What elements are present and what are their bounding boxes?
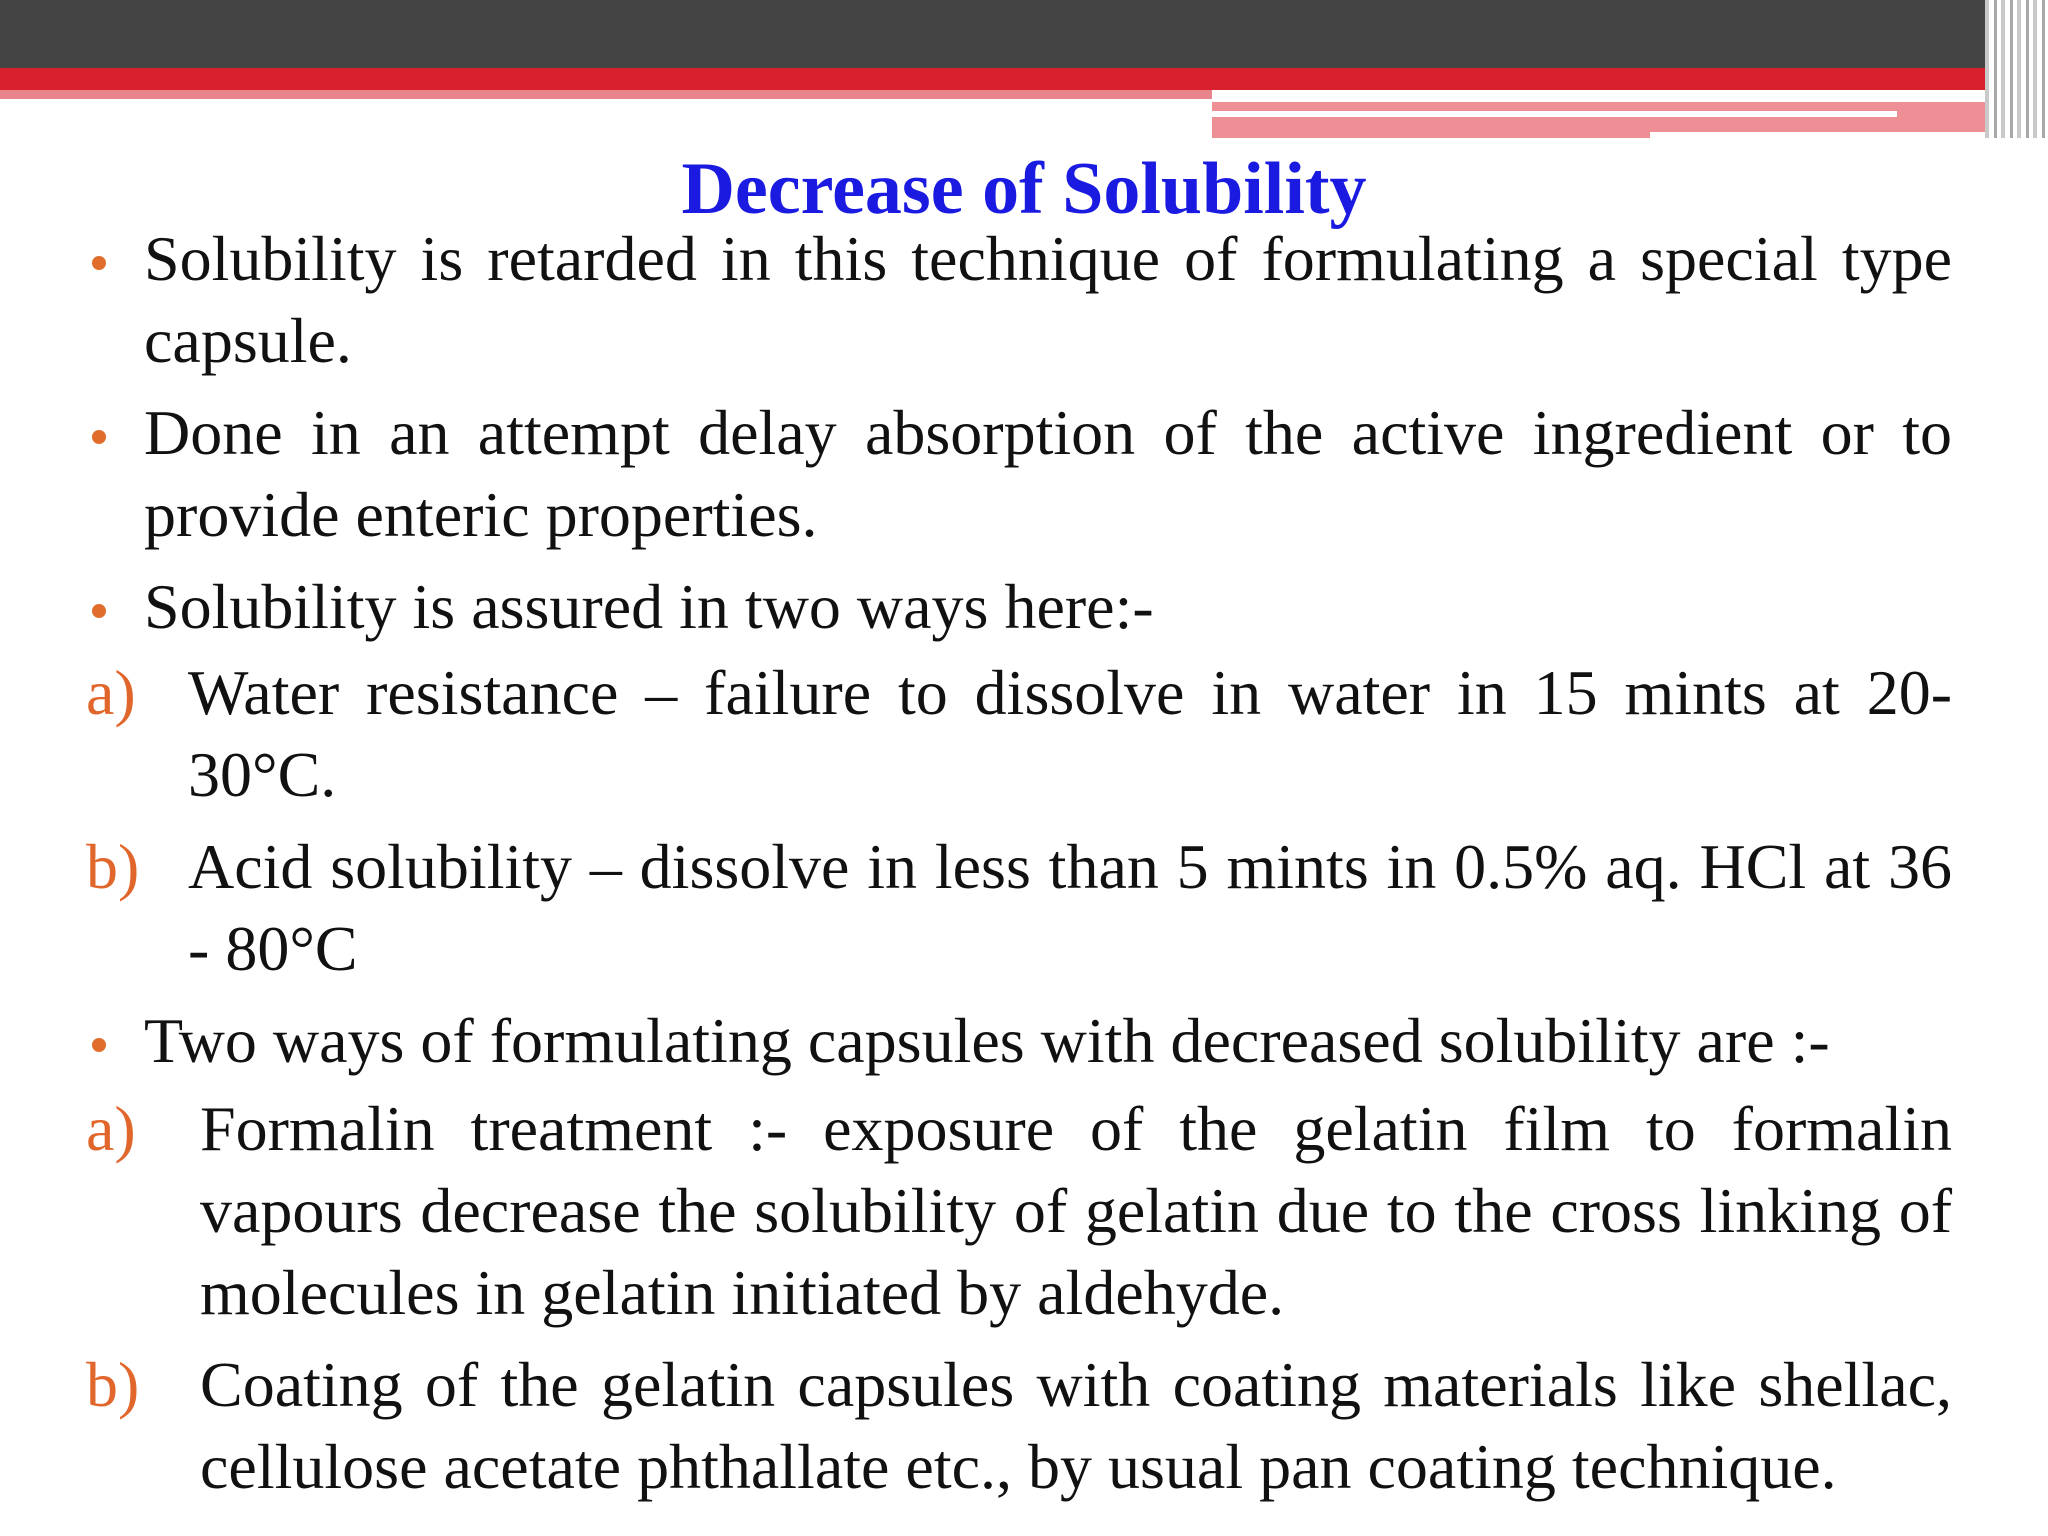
sub-item-text: Water resistance – failure to dissolve in water in 15 mints at 20-30°C. (188, 657, 1952, 810)
sub-item-marker: a) (86, 657, 136, 728)
bullet-item (144, 566, 1952, 648)
bullet-item (144, 392, 1952, 556)
bullet-item (144, 218, 1952, 382)
sub-item-marker: b) (86, 831, 140, 902)
bullet-dot-icon (92, 430, 106, 444)
bullet-dot-icon (92, 256, 106, 270)
sub-item-marker: a) (86, 1093, 136, 1164)
sub-item-text: Coating of the gelatin capsules with coating materials like shellac, cellulose acetate phthallate etc., by usual pan coating technique. (200, 1349, 1952, 1502)
sub-item (86, 826, 1952, 990)
bullet-dot-icon (92, 604, 106, 618)
sub-item (86, 1088, 1952, 1334)
bullet-text: Two ways of formulating capsules with decreased solubility are :- (144, 1005, 1830, 1076)
sub-item (86, 652, 1952, 816)
sub-item-text: Formalin treatment :- exposure of the gelatin film to formalin vapours decrease the solubility of gelatin due to the cross linking of molecules in gelatin initiated by aldehyde. (200, 1093, 1952, 1328)
bullet-text: Solubility is retarded in this technique of formulating a special type capsule. (144, 223, 1952, 376)
bullet-dot-icon (92, 1038, 106, 1052)
sub-item-text: Acid solubility – dissolve in less than 5 mints in 0.5% aq. HCl at 36 - 80°C (188, 831, 1952, 984)
bullet-text: Solubility is assured in two ways here:- (144, 571, 1154, 642)
slide-title: Decrease of Solubility (681, 148, 1367, 230)
sub-item (86, 1344, 1952, 1508)
bullet-text: Done in an attempt delay absorption of the active ingredient or to provide enteric properties. (144, 397, 1952, 550)
sub-item-marker: b) (86, 1349, 140, 1420)
bullet-item (144, 1000, 1952, 1082)
